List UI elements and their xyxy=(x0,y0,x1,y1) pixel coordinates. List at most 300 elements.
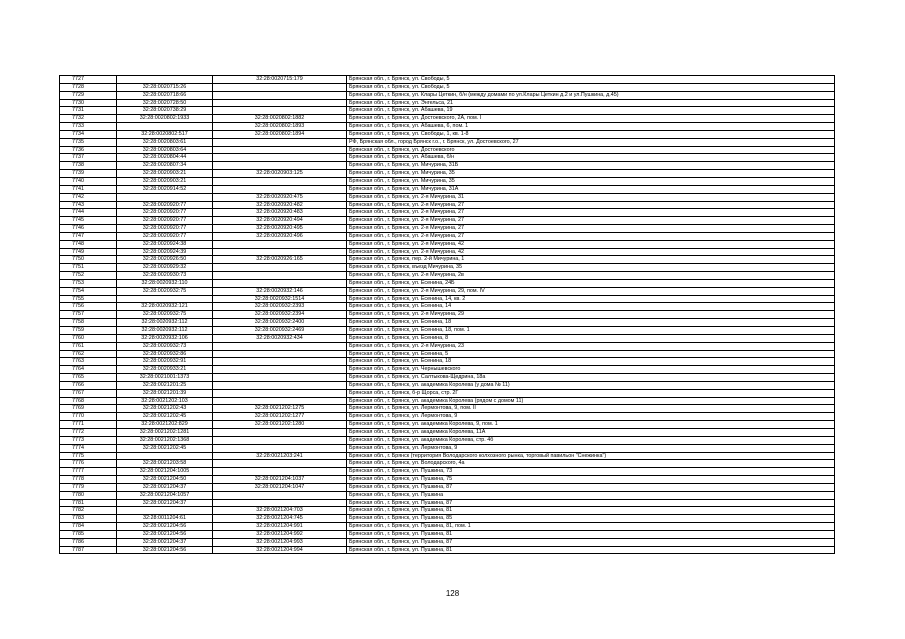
table-row xyxy=(60,162,835,170)
object-cadastral-number-cell: 32:28:0020920:495 xyxy=(213,225,347,233)
object-cadastral-number-cell: 32:28:0020802:1894 xyxy=(213,130,347,138)
row-number-cell: 7736 xyxy=(60,146,117,154)
object-cadastral-number-cell: 32:28:0020802:1893 xyxy=(213,123,347,131)
row-number-cell: 7739 xyxy=(60,170,117,178)
table-row xyxy=(60,91,835,99)
table-row xyxy=(60,154,835,162)
table-row xyxy=(60,76,835,84)
row-number-cell: 7777 xyxy=(60,468,117,476)
land-cadastral-number-cell: 32:28:0020914:52 xyxy=(117,185,213,193)
object-cadastral-number-cell: 32:28:0021203:241 xyxy=(213,452,347,460)
address-cell: Брянская обл., г. Брянск, ул. Абашева, б/н xyxy=(347,154,835,162)
object-cadastral-number-cell: 32:28:0020920:475 xyxy=(213,193,347,201)
address-cell: Брянская обл., г. Брянск, ул. академика Королева, 9, пом. 1 xyxy=(347,421,835,429)
table-row xyxy=(60,538,835,546)
row-number-cell: 7774 xyxy=(60,444,117,452)
table-row xyxy=(60,311,835,319)
land-cadastral-number-cell: 32:28:0021204:1005 xyxy=(117,468,213,476)
object-cadastral-number-cell xyxy=(213,240,347,248)
row-number-cell: 7773 xyxy=(60,436,117,444)
land-cadastral-number-cell: 32:28:0020932:91 xyxy=(117,358,213,366)
table-row xyxy=(60,201,835,209)
land-cadastral-number-cell: 32:28:0021202:829 xyxy=(117,421,213,429)
row-number-cell: 7779 xyxy=(60,483,117,491)
land-cadastral-number-cell: 32:28:0020932:121 xyxy=(117,303,213,311)
row-number-cell: 7745 xyxy=(60,217,117,225)
address-cell: Брянская обл., г. Брянск, ул. Пушкина, 81 xyxy=(347,546,835,554)
address-cell: Брянская обл., г. Брянск, ул. Есенина, 14 xyxy=(347,303,835,311)
address-cell: Брянская обл., г. Брянск, ул. Пушкина, 87 xyxy=(347,499,835,507)
table-row xyxy=(60,499,835,507)
land-cadastral-number-cell: 32:28:0020802:1933 xyxy=(117,115,213,123)
table-row xyxy=(60,381,835,389)
land-cadastral-number-cell: 32:28:0020933:21 xyxy=(117,366,213,374)
table-row xyxy=(60,405,835,413)
row-number-cell: 7746 xyxy=(60,225,117,233)
object-cadastral-number-cell: 32:28:0020802:1882 xyxy=(213,115,347,123)
land-cadastral-number-cell: 32:28:0020920:77 xyxy=(117,232,213,240)
object-cadastral-number-cell: 32:28:0020926:165 xyxy=(213,256,347,264)
address-cell: РФ, Брянская обл., город Брянск г.о., г. Брянск, ул. Достоевского, 27 xyxy=(347,138,835,146)
land-cadastral-number-cell: 32:28:0020903:21 xyxy=(117,177,213,185)
object-cadastral-number-cell: 32:28:0021204:1047 xyxy=(213,483,347,491)
row-number-cell: 7772 xyxy=(60,428,117,436)
object-cadastral-number-cell xyxy=(213,358,347,366)
land-cadastral-number-cell: 32:28:0021202:1368 xyxy=(117,436,213,444)
address-cell: Брянская обл., г. Брянск, ул. Пушкина, 87 xyxy=(347,483,835,491)
address-cell: Брянская обл., г. Брянск, ул. академика Королева (у дома № 11) xyxy=(347,381,835,389)
table-row xyxy=(60,138,835,146)
object-cadastral-number-cell: 32:28:0020932:1514 xyxy=(213,295,347,303)
object-cadastral-number-cell: 32:28:0021204:1037 xyxy=(213,476,347,484)
table-row xyxy=(60,468,835,476)
land-cadastral-number-cell: 32:28:0020728:50 xyxy=(117,99,213,107)
table-row xyxy=(60,342,835,350)
land-cadastral-number-cell: 32:28:0020803:64 xyxy=(117,146,213,154)
land-cadastral-number-cell: 32:28:0021203:58 xyxy=(117,460,213,468)
address-cell: Брянская обл., г. Брянск, ул. 2-я Мичурина, 27 xyxy=(347,232,835,240)
table-row xyxy=(60,303,835,311)
address-cell: Брянская обл., г. Брянск, ул. Пушкина, 75 xyxy=(347,476,835,484)
row-number-cell: 7741 xyxy=(60,185,117,193)
registry-table xyxy=(59,75,835,554)
object-cadastral-number-cell xyxy=(213,381,347,389)
table-row xyxy=(60,177,835,185)
table-row xyxy=(60,428,835,436)
land-cadastral-number-cell: 32:28:0020926:50 xyxy=(117,256,213,264)
land-cadastral-number-cell: 32:28:0020718:66 xyxy=(117,91,213,99)
land-cadastral-number-cell: 32:28:0021201:39 xyxy=(117,389,213,397)
row-number-cell: 7757 xyxy=(60,311,117,319)
table-row xyxy=(60,397,835,405)
table-row xyxy=(60,209,835,217)
table-row xyxy=(60,460,835,468)
address-cell: Брянская обл., г. Брянск, б-р Щорса, стр. 2Г xyxy=(347,389,835,397)
table-row xyxy=(60,530,835,538)
table-row xyxy=(60,217,835,225)
object-cadastral-number-cell xyxy=(213,83,347,91)
row-number-cell: 7776 xyxy=(60,460,117,468)
table-row xyxy=(60,240,835,248)
object-cadastral-number-cell xyxy=(213,428,347,436)
land-cadastral-number-cell: 32:28:0021204:37 xyxy=(117,499,213,507)
address-cell: Брянская обл., г. Брянск, ул. Абашева, 19 xyxy=(347,107,835,115)
table-row xyxy=(60,295,835,303)
address-cell: Брянская обл., г. Брянск, ул. Пушкина, 73 xyxy=(347,468,835,476)
row-number-cell: 7764 xyxy=(60,366,117,374)
land-cadastral-number-cell: 32:28:0020932:73 xyxy=(117,342,213,350)
address-cell: Брянская обл., г. Брянск, ул. Абашева, 6, пом. 1 xyxy=(347,123,835,131)
object-cadastral-number-cell: 32:28:0020932:2469 xyxy=(213,327,347,335)
registry-table-body xyxy=(60,76,835,554)
row-number-cell: 7743 xyxy=(60,201,117,209)
object-cadastral-number-cell: 32:28:0020920:482 xyxy=(213,201,347,209)
address-cell: Брянская обл., г. Брянск, ул. Клары Цеткин, б/н (между домами по ул.Клары Цеткин д.2 и ул.Пушкина, д.45) xyxy=(347,91,835,99)
address-cell: Брянская обл., г. Брянск, ул. Есенина, 8 xyxy=(347,334,835,342)
object-cadastral-number-cell: 32:28:0021204:745 xyxy=(213,515,347,523)
row-number-cell: 7750 xyxy=(60,256,117,264)
object-cadastral-number-cell xyxy=(213,342,347,350)
row-number-cell: 7775 xyxy=(60,452,117,460)
table-row xyxy=(60,452,835,460)
object-cadastral-number-cell xyxy=(213,272,347,280)
land-cadastral-number-cell: 32:28:0021202:1281 xyxy=(117,428,213,436)
address-cell: Брянская обл., г. Брянск, ул. академика Королева, стр. 4б xyxy=(347,436,835,444)
land-cadastral-number-cell: 32:28:0020932:112 xyxy=(117,319,213,327)
object-cadastral-number-cell: 32:28:0020932:2400 xyxy=(213,319,347,327)
row-number-cell: 7740 xyxy=(60,177,117,185)
row-number-cell: 7727 xyxy=(60,76,117,84)
object-cadastral-number-cell: 32:28:0020920:494 xyxy=(213,217,347,225)
table-row xyxy=(60,515,835,523)
table-row xyxy=(60,319,835,327)
address-cell: Брянская обл., г. Брянск, ул. Пушкина, 81 xyxy=(347,507,835,515)
row-number-cell: 7766 xyxy=(60,381,117,389)
address-cell: Брянская обл., г. Брянск, ул. Мичурина, 31Б xyxy=(347,162,835,170)
address-cell: Брянская обл., г. Брянск, ул. Свободы, 5 xyxy=(347,76,835,84)
object-cadastral-number-cell xyxy=(213,491,347,499)
object-cadastral-number-cell xyxy=(213,162,347,170)
address-cell: Брянская обл., г. Брянск, ул. Мичурина, 35 xyxy=(347,177,835,185)
object-cadastral-number-cell xyxy=(213,99,347,107)
table-row xyxy=(60,287,835,295)
row-number-cell: 7733 xyxy=(60,123,117,131)
address-cell: Брянская обл., г. Брянск, ул. Мичурина, 35 xyxy=(347,170,835,178)
row-number-cell: 7729 xyxy=(60,91,117,99)
land-cadastral-number-cell: 32:28:0021204:56 xyxy=(117,546,213,554)
table-row xyxy=(60,123,835,131)
address-cell: Брянская обл., г. Брянск, ул. Лермонтова, 9 xyxy=(347,413,835,421)
table-row xyxy=(60,99,835,107)
land-cadastral-number-cell: 32:28:0021001:1373 xyxy=(117,374,213,382)
table-row xyxy=(60,444,835,452)
address-cell: Брянская обл., г. Брянск, ул. 2-я Мичурина, 29, пом. IV xyxy=(347,287,835,295)
address-cell: Брянская обл., г. Брянск, ул. 2-я Мичурина, 23 xyxy=(347,342,835,350)
land-cadastral-number-cell: 32:28:0011204:61 xyxy=(117,515,213,523)
object-cadastral-number-cell xyxy=(213,146,347,154)
table-row xyxy=(60,413,835,421)
land-cadastral-number-cell: 32:28:0020738:29 xyxy=(117,107,213,115)
object-cadastral-number-cell xyxy=(213,264,347,272)
object-cadastral-number-cell: 32:28:0021202:1280 xyxy=(213,421,347,429)
land-cadastral-number-cell: 32:28:0020924:38 xyxy=(117,240,213,248)
table-row xyxy=(60,350,835,358)
address-cell: Брянская обл., г. Брянск, ул. Свободы, 1, кв. 1-8 xyxy=(347,130,835,138)
row-number-cell: 7762 xyxy=(60,350,117,358)
address-cell: Брянская обл., г. Брянск, ул. Есенина, 24Б xyxy=(347,279,835,287)
address-cell: Брянская обл., г. Брянск, ул. 2-я Мичурина, 27 xyxy=(347,201,835,209)
object-cadastral-number-cell xyxy=(213,248,347,256)
row-number-cell: 7748 xyxy=(60,240,117,248)
row-number-cell: 7778 xyxy=(60,476,117,484)
land-cadastral-number-cell: 32:28:0020804:44 xyxy=(117,154,213,162)
land-cadastral-number-cell xyxy=(117,295,213,303)
table-row xyxy=(60,491,835,499)
row-number-cell: 7784 xyxy=(60,523,117,531)
row-number-cell: 7763 xyxy=(60,358,117,366)
land-cadastral-number-cell: 32:28:0021204:56 xyxy=(117,523,213,531)
row-number-cell: 7756 xyxy=(60,303,117,311)
land-cadastral-number-cell: 32:28:0021204:50 xyxy=(117,476,213,484)
table-row xyxy=(60,334,835,342)
row-number-cell: 7769 xyxy=(60,405,117,413)
land-cadastral-number-cell: 32:28:0020932:110 xyxy=(117,279,213,287)
address-cell: Брянская обл., г. Брянск, ул. Пушкина, 81, пом. 1 xyxy=(347,523,835,531)
address-cell: Брянская обл., г. Брянск, ул. Есенина, 14, кв. 2 xyxy=(347,295,835,303)
row-number-cell: 7768 xyxy=(60,397,117,405)
address-cell: Брянская обл., г. Брянск, ул. Пушкина, 85 xyxy=(347,515,835,523)
table-row xyxy=(60,358,835,366)
object-cadastral-number-cell xyxy=(213,350,347,358)
object-cadastral-number-cell: 32:28:0020932:434 xyxy=(213,334,347,342)
row-number-cell: 7755 xyxy=(60,295,117,303)
table-row xyxy=(60,483,835,491)
land-cadastral-number-cell: 32:28:0020803:61 xyxy=(117,138,213,146)
table-row xyxy=(60,272,835,280)
table-row xyxy=(60,83,835,91)
object-cadastral-number-cell: 32:28:0020932:2394 xyxy=(213,311,347,319)
address-cell: Брянская обл., г. Брянск, ул. Пушкина, 87 xyxy=(347,538,835,546)
table-row xyxy=(60,523,835,531)
address-cell: Брянская обл., г. Брянск, ул. Достоевского, 2А, пом. I xyxy=(347,115,835,123)
object-cadastral-number-cell xyxy=(213,366,347,374)
object-cadastral-number-cell: 32:28:0021202:1277 xyxy=(213,413,347,421)
table-row xyxy=(60,436,835,444)
land-cadastral-number-cell: 32:28:0020924:39 xyxy=(117,248,213,256)
object-cadastral-number-cell xyxy=(213,499,347,507)
object-cadastral-number-cell: 32:28:0021204:991 xyxy=(213,523,347,531)
land-cadastral-number-cell: 32:28:0020930:73 xyxy=(117,272,213,280)
address-cell: Брянская обл., г. Брянск, ул. 2-я Мичурина, 27 xyxy=(347,209,835,217)
row-number-cell: 7734 xyxy=(60,130,117,138)
row-number-cell: 7765 xyxy=(60,374,117,382)
row-number-cell: 7752 xyxy=(60,272,117,280)
table-row xyxy=(60,130,835,138)
page-number: 128 xyxy=(445,589,460,598)
address-cell: Брянская обл., г. Брянск, ул. Есенина, 18, пом. 1 xyxy=(347,327,835,335)
object-cadastral-number-cell xyxy=(213,468,347,476)
row-number-cell: 7786 xyxy=(60,538,117,546)
land-cadastral-number-cell: 32:28:0021204:37 xyxy=(117,483,213,491)
row-number-cell: 7767 xyxy=(60,389,117,397)
land-cadastral-number-cell: 32:28:0020932:75 xyxy=(117,287,213,295)
address-cell: Брянская обл., г. Брянск, ул. 2-я Мичурина, 2в xyxy=(347,272,835,280)
land-cadastral-number-cell: 32:28:0020807:34 xyxy=(117,162,213,170)
row-number-cell: 7749 xyxy=(60,248,117,256)
land-cadastral-number-cell: 32:28:0020920:77 xyxy=(117,201,213,209)
table-row xyxy=(60,193,835,201)
address-cell: Брянская обл., г. Брянск, ул. Пушкина xyxy=(347,491,835,499)
address-cell: Брянская обл., г. Брянск, ул. Достоевского xyxy=(347,146,835,154)
address-cell: Брянская обл., г. Брянск, ул. Есенина, 18 xyxy=(347,319,835,327)
row-number-cell: 7781 xyxy=(60,499,117,507)
table-row xyxy=(60,225,835,233)
object-cadastral-number-cell xyxy=(213,154,347,162)
row-number-cell: 7735 xyxy=(60,138,117,146)
row-number-cell: 7742 xyxy=(60,193,117,201)
land-cadastral-number-cell: 32:28:0020903:21 xyxy=(117,170,213,178)
object-cadastral-number-cell xyxy=(213,185,347,193)
land-cadastral-number-cell: 32:28:0021204:1057 xyxy=(117,491,213,499)
address-cell: Брянская обл., г. Брянск, ул. 2-я Мичурина, 27 xyxy=(347,217,835,225)
address-cell: Брянская обл., г. Брянск, ул. Салтыкова-Щедрина, 18а xyxy=(347,374,835,382)
land-cadastral-number-cell: 32:28:0020715:26 xyxy=(117,83,213,91)
row-number-cell: 7785 xyxy=(60,530,117,538)
address-cell: Брянская обл., г. Брянск, ул. академика Королева, 11А xyxy=(347,428,835,436)
table-row xyxy=(60,115,835,123)
land-cadastral-number-cell: 32:28:0021202:103 xyxy=(117,397,213,405)
land-cadastral-number-cell: 32:28:0021204:56 xyxy=(117,530,213,538)
land-cadastral-number-cell: 32:28:0021202:45 xyxy=(117,413,213,421)
address-cell: Брянская обл., г. Брянск, ул. 2-я Мичурина, 42 xyxy=(347,240,835,248)
object-cadastral-number-cell xyxy=(213,91,347,99)
land-cadastral-number-cell: 32:28:0020932:75 xyxy=(117,311,213,319)
row-number-cell: 7744 xyxy=(60,209,117,217)
table-row xyxy=(60,374,835,382)
object-cadastral-number-cell: 32:28:0021204:992 xyxy=(213,530,347,538)
row-number-cell: 7738 xyxy=(60,162,117,170)
object-cadastral-number-cell xyxy=(213,374,347,382)
land-cadastral-number-cell: 32:28:0020920:77 xyxy=(117,225,213,233)
table-row xyxy=(60,507,835,515)
object-cadastral-number-cell: 32:28:0020715:179 xyxy=(213,76,347,84)
address-cell: Брянская обл., г. Брянск, ул. Лермонтова, 9 xyxy=(347,444,835,452)
table-row xyxy=(60,421,835,429)
table-row xyxy=(60,264,835,272)
object-cadastral-number-cell: 32:28:0021204:993 xyxy=(213,538,347,546)
land-cadastral-number-cell: 32:28:0021204:37 xyxy=(117,538,213,546)
address-cell: Брянская обл., г. Брянск, ул. Мичурина, 31А xyxy=(347,185,835,193)
object-cadastral-number-cell xyxy=(213,107,347,115)
address-cell: Брянская обл., г. Брянск, ул. 2-я Мичурина, 27 xyxy=(347,225,835,233)
object-cadastral-number-cell: 32:28:0020920:496 xyxy=(213,232,347,240)
land-cadastral-number-cell: 32:28:0021202:45 xyxy=(117,444,213,452)
row-number-cell: 7732 xyxy=(60,115,117,123)
land-cadastral-number-cell xyxy=(117,123,213,131)
address-cell: Брянская обл., г. Брянск, ул. Чернышевского xyxy=(347,366,835,374)
address-cell: Брянская обл., г. Брянск, пер. 2-й Мичурина, 1 xyxy=(347,256,835,264)
land-cadastral-number-cell: 32:28:0020920:77 xyxy=(117,209,213,217)
row-number-cell: 7782 xyxy=(60,507,117,515)
row-number-cell: 7737 xyxy=(60,154,117,162)
address-cell: Брянская обл., г. Брянск, ул. Есенина, 5 xyxy=(347,350,835,358)
table-row xyxy=(60,170,835,178)
address-cell: Брянская обл., г. Брянск, ул. 2-я Мичурина, 29 xyxy=(347,311,835,319)
address-cell: Брянская обл., г. Брянск, ул. Пушкина, 81 xyxy=(347,530,835,538)
table-row xyxy=(60,279,835,287)
row-number-cell: 7758 xyxy=(60,319,117,327)
address-cell: Брянская обл., г. Брянск, ул. Энгельса, 21 xyxy=(347,99,835,107)
row-number-cell: 7731 xyxy=(60,107,117,115)
object-cadastral-number-cell: 32:28:0021204:703 xyxy=(213,507,347,515)
table-row xyxy=(60,107,835,115)
land-cadastral-number-cell: 32:28:0020932:106 xyxy=(117,334,213,342)
object-cadastral-number-cell: 32:28:0020903:125 xyxy=(213,170,347,178)
land-cadastral-number-cell xyxy=(117,507,213,515)
row-number-cell: 7761 xyxy=(60,342,117,350)
land-cadastral-number-cell: 32:28:0020932:86 xyxy=(117,350,213,358)
object-cadastral-number-cell: 32:28:0021202:1275 xyxy=(213,405,347,413)
land-cadastral-number-cell xyxy=(117,452,213,460)
row-number-cell: 7759 xyxy=(60,327,117,335)
address-cell: Брянская обл., г. Брянск, ул. Володарского, 4а xyxy=(347,460,835,468)
object-cadastral-number-cell xyxy=(213,138,347,146)
table-row xyxy=(60,185,835,193)
object-cadastral-number-cell: 32:28:0020920:483 xyxy=(213,209,347,217)
address-cell: Брянская обл., г. Брянск, ул. 2-я Мичурина, 42 xyxy=(347,248,835,256)
object-cadastral-number-cell xyxy=(213,444,347,452)
row-number-cell: 7751 xyxy=(60,264,117,272)
row-number-cell: 7728 xyxy=(60,83,117,91)
address-cell: Брянская обл., г. Брянск, ул. 2-я Мичурина, 31 xyxy=(347,193,835,201)
row-number-cell: 7787 xyxy=(60,546,117,554)
row-number-cell: 7780 xyxy=(60,491,117,499)
object-cadastral-number-cell xyxy=(213,279,347,287)
object-cadastral-number-cell xyxy=(213,397,347,405)
table-row xyxy=(60,327,835,335)
row-number-cell: 7760 xyxy=(60,334,117,342)
land-cadastral-number-cell: 32:28:0020802:517 xyxy=(117,130,213,138)
table-row xyxy=(60,389,835,397)
address-cell: Брянская обл., г. Брянск, въезд Мичурина, 35 xyxy=(347,264,835,272)
land-cadastral-number-cell: 32:28:0021202:43 xyxy=(117,405,213,413)
land-cadastral-number-cell: 32:28:0020920:77 xyxy=(117,217,213,225)
object-cadastral-number-cell xyxy=(213,436,347,444)
object-cadastral-number-cell: 32:28:0020932:146 xyxy=(213,287,347,295)
address-cell: Брянская обл., г. Брянск, ул. Есенина, 18 xyxy=(347,358,835,366)
land-cadastral-number-cell xyxy=(117,76,213,84)
address-cell: Брянская обл., г. Брянск, ул. Свободы, 5 xyxy=(347,83,835,91)
object-cadastral-number-cell xyxy=(213,177,347,185)
land-cadastral-number-cell: 32:28:0020932:112 xyxy=(117,327,213,335)
object-cadastral-number-cell xyxy=(213,460,347,468)
row-number-cell: 7753 xyxy=(60,279,117,287)
table-row xyxy=(60,248,835,256)
object-cadastral-number-cell: 32:28:0021204:994 xyxy=(213,546,347,554)
table-row xyxy=(60,476,835,484)
row-number-cell: 7783 xyxy=(60,515,117,523)
row-number-cell: 7770 xyxy=(60,413,117,421)
table-row xyxy=(60,232,835,240)
table-row xyxy=(60,256,835,264)
row-number-cell: 7747 xyxy=(60,232,117,240)
address-cell: Брянская обл., г. Брянск, ул. Лермонтова, 9, пом. II xyxy=(347,405,835,413)
object-cadastral-number-cell: 32:28:0020932:2393 xyxy=(213,303,347,311)
row-number-cell: 7754 xyxy=(60,287,117,295)
object-cadastral-number-cell xyxy=(213,389,347,397)
row-number-cell: 7771 xyxy=(60,421,117,429)
land-cadastral-number-cell: 32:28:0021201:25 xyxy=(117,381,213,389)
